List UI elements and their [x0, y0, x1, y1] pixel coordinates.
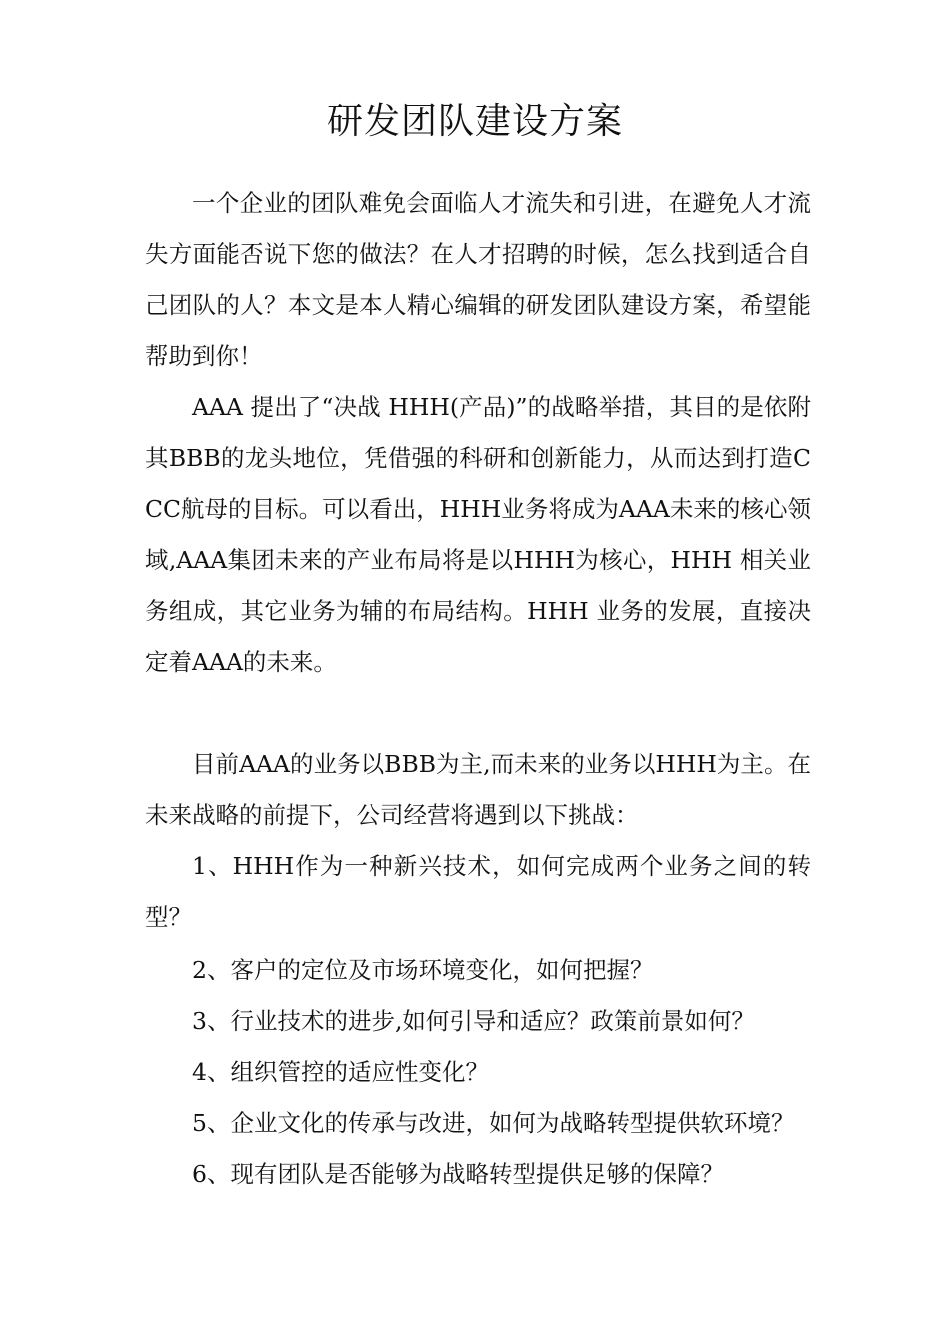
list-item-challenge-4: 4、组织管控的适应性变化？ [192, 1058, 489, 1086]
list-item-challenge-2: 2、客户的定位及市场环境变化，如何把握？ [192, 956, 654, 984]
paragraph-challenges-intro: 目前AAA的业务以BBB为主,而未来的业务以HHH为主。在未来战略的前提下，公司经营将遇到以下挑战： [145, 750, 811, 829]
list-item-challenge-3: 3、行业技术的进步,如何引导和适应？政策前景如何？ [192, 1007, 755, 1035]
paragraph-strategy: AAA 提出了“决战 HHH(产品)”的战略举措，其目的是依附其BBB的龙头地位，凭借强的科研和创新能力，从而达到打造CCC航母的目标。可以看出，HHH业务将成为AAA未来的核心领域,AAA集团未来的产业布局将是以HHH为核心，HHH 相关业务组成，其它业务为辅的布局结构。HHH 业务的发展，直接决定着AAA的未来。 [145, 393, 811, 676]
document-title: 研发团队建设方案 [326, 101, 623, 142]
paragraph-intro: 一个企业的团队难免会面临人才流失和引进，在避免人才流失方面能否说下您的做法？在人才招聘的时候，怎么找到适合自己团队的人？本文是本人精心编辑的研发团队建设方案，希望能帮助到你！ [145, 189, 811, 370]
list-item-challenge-6: 6、现有团队是否能够为战略转型提供足够的保障？ [192, 1160, 724, 1188]
document-body [145, 178, 811, 1200]
list-item-challenge-5: 5、企业文化的传承与改进，如何为战略转型提供软环境？ [192, 1109, 795, 1137]
list-item-challenge-1: 1、HHH作为一种新兴技术，如何完成两个业务之间的转型？ [145, 852, 811, 931]
